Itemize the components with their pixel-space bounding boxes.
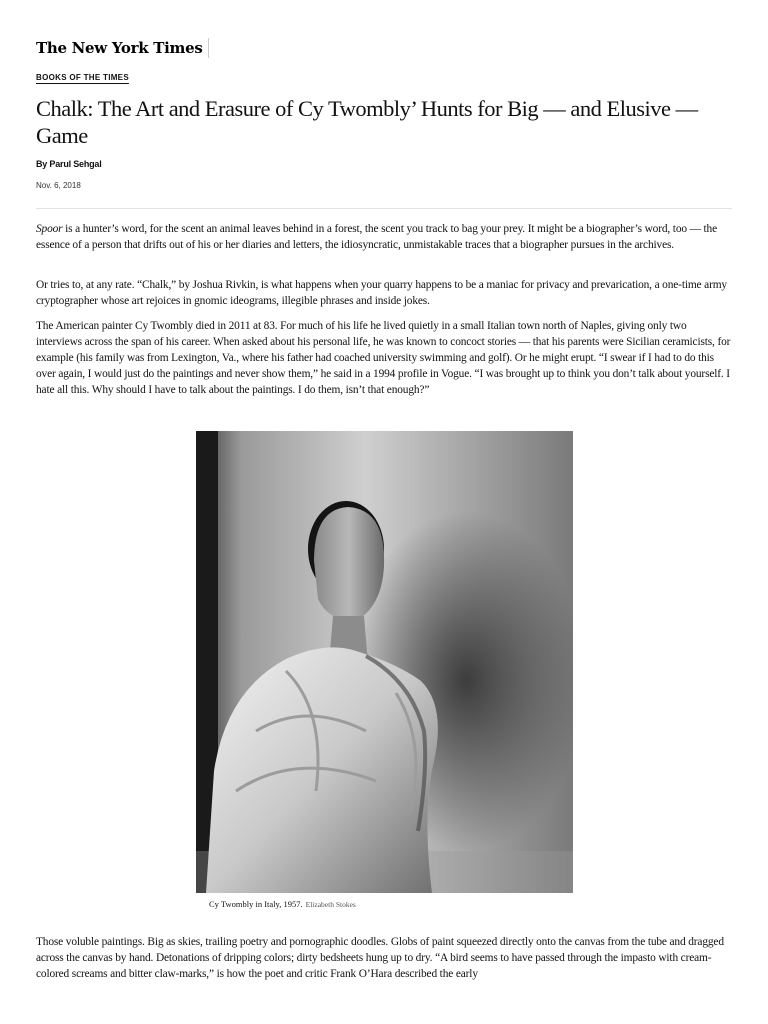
caption-text: Cy Twombly in Italy, 1957. (209, 899, 303, 909)
lead-word: Spoor (36, 223, 63, 235)
article-photo (196, 431, 573, 893)
article-headline: Chalk: The Art and Erasure of Cy Twombly’ Hunts for Big — and Elusive — Game (36, 96, 698, 148)
article-paragraph: The American painter Cy Twombly died in 2011 at 83. For much of his life he lived quietly in a small Italian town north of Naples, giving only two interviews across the span of his career. When asked about his personal life, he was known to concoct stories — that his parents were Sicilian ceramicists, for example (his family was from Lexington, Va., where his father had coached university swimming and golf). Or he might erupt. “I swear if I had to do this over again, I would just do the paintings and never show them,” he said in a 1994 profile in Vogue. “I was brought up to think you don’t talk about yourself. I hate all this. Why should I have to talk about the paintings. I do them, isn’t that enough?” (36, 320, 731, 396)
masthead (36, 38, 209, 58)
photo-credit: Elizabeth Stokes (305, 900, 356, 909)
masthead-divider (208, 38, 209, 58)
paragraph-text: is a hunter’s word, for the scent an animal leaves behind in a forest, the scent you track to bag your prey. It might be a biographer’s word, too — the essence of a person that drifts out of his or her diaries and letters, the idiosyncratic, unmistakable traces that a biographer pursues in the archives. (36, 223, 718, 251)
article-paragraph (36, 221, 732, 253)
nyt-logo[interactable]: The New York Times (36, 39, 203, 57)
article-paragraph: Or tries to, at any rate. “Chalk,” by Joshua Rivkin, is what happens when your quarry happens to be a maniac for privacy and prevarication, a one-time army cryptographer whose art rejoices in gnomic ideograms, illegible phrases and inside jokes. (36, 279, 727, 307)
portrait-illustration (196, 431, 573, 893)
section-kicker[interactable]: BOOKS OF THE TIMES (36, 73, 129, 82)
face (314, 507, 384, 621)
photo-caption (209, 899, 356, 909)
byline: By Parul Sehgal (36, 159, 102, 169)
header-divider (36, 208, 732, 209)
publish-date: Nov. 6, 2018 (36, 181, 81, 190)
article-paragraph: Those voluble paintings. Big as skies, trailing poetry and pornographic doodles. Globs of paint squeezed directly onto the canvas from the tube and dragged across the canvas by hand. Detonations of dripping colors; dirty bedsheets hung up to dry. “A bird seems to have passed through the impasto with cream-colored screams and bitter claw-marks,” is how the poet and critic Frank O’Hara described the early (36, 936, 724, 980)
